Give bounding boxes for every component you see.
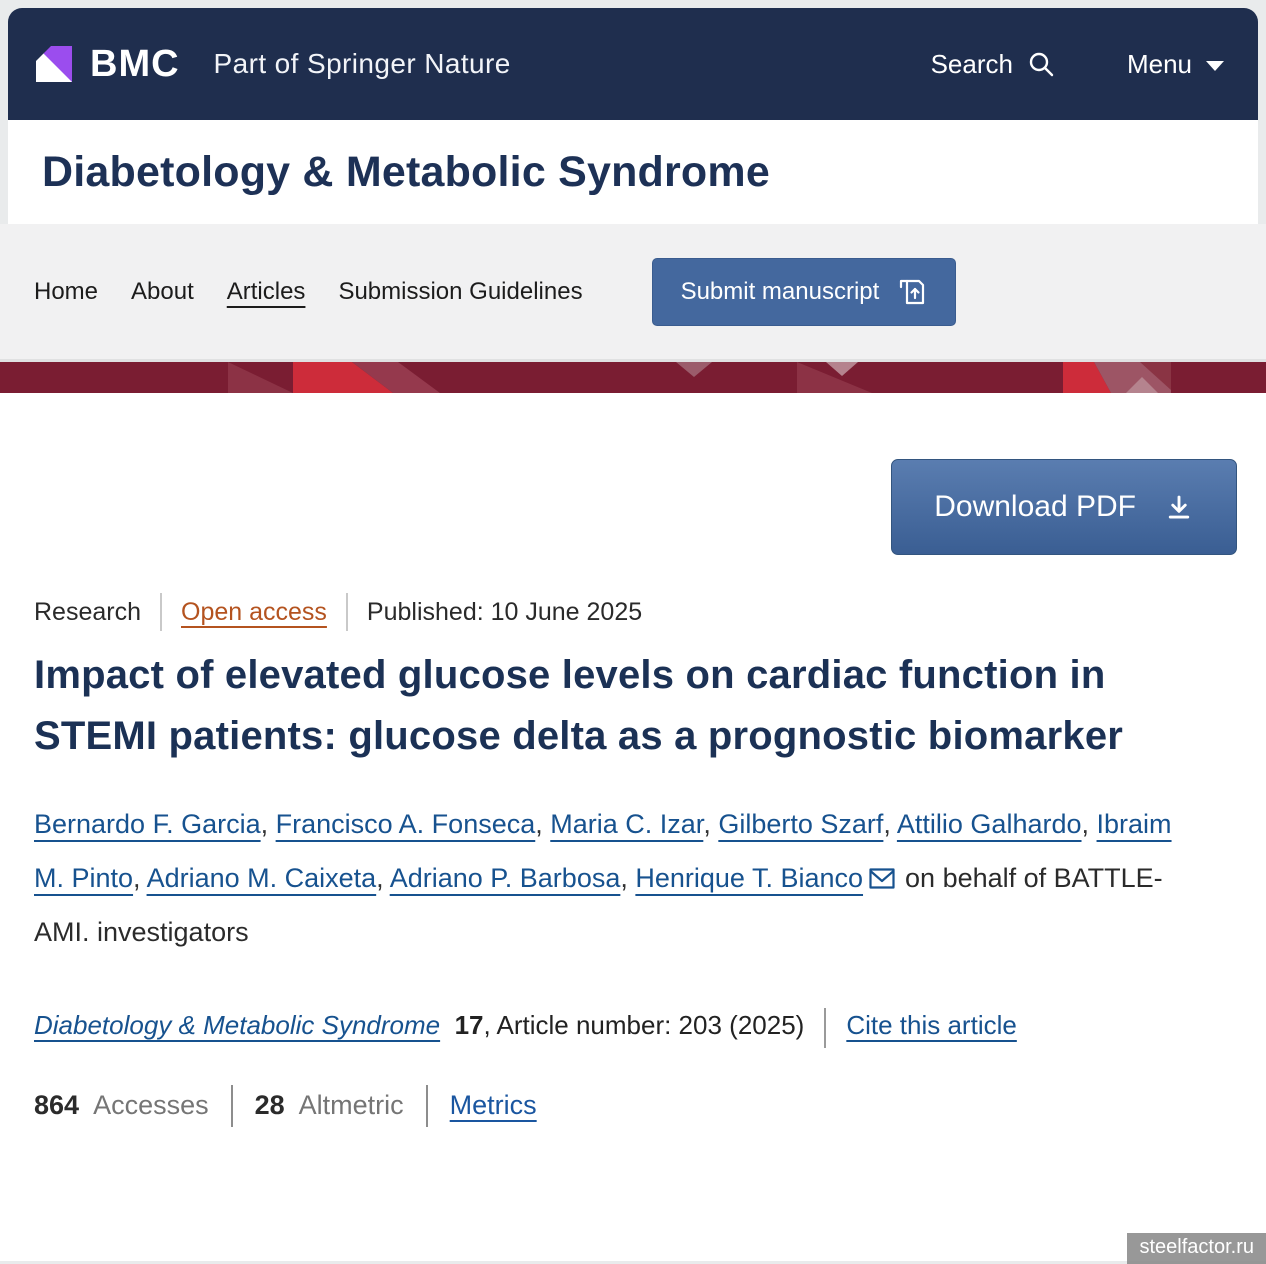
submit-manuscript-button[interactable]: [652, 258, 957, 326]
author-link[interactable]: Henrique T. Bianco: [635, 863, 864, 894]
nav-item-about[interactable]: About: [131, 277, 194, 305]
nav-item-articles[interactable]: Articles: [226, 277, 306, 305]
download-pdf-label: Download PDF: [934, 490, 1136, 523]
accesses-count: 864: [34, 1090, 80, 1121]
search-icon: [1027, 50, 1055, 78]
download-icon: [1164, 492, 1194, 522]
author-separator: ,: [1081, 809, 1097, 840]
author-separator: ,: [620, 863, 636, 894]
journal-band: [8, 120, 1258, 224]
author-separator: ,: [883, 809, 897, 840]
decorative-banner: [0, 362, 1266, 393]
article-type: Research: [34, 597, 141, 626]
author-link[interactable]: Adriano P. Barbosa: [389, 863, 621, 894]
download-pdf-button[interactable]: [891, 459, 1237, 555]
watermark: steelfactor.ru: [1127, 1233, 1266, 1264]
author-link[interactable]: Bernardo F. Garcia: [34, 809, 261, 840]
separator: [346, 593, 348, 631]
author-link[interactable]: Attilio Galhardo: [896, 809, 1082, 840]
article-title: Impact of elevated glucose levels on cardiac function in STEMI patients: glucose delta as a prognostic biomarker: [34, 653, 1124, 759]
altmetric-label: Altmetric: [298, 1090, 404, 1121]
article-number-text: , Article number: 203 (2025): [483, 1010, 805, 1041]
separator: [160, 593, 162, 631]
author-separator: ,: [260, 809, 276, 840]
metrics-row: [34, 1085, 1237, 1127]
accesses-label: Accesses: [93, 1090, 209, 1121]
open-access-link[interactable]: Open access: [181, 597, 327, 626]
journal-citation-link[interactable]: Diabetology & Metabolic Syndrome: [34, 1010, 441, 1041]
journal-title: Diabetology & Metabolic Syndrome: [42, 147, 770, 196]
header-tagline: Part of Springer Nature: [213, 48, 511, 79]
email-icon[interactable]: [869, 868, 895, 889]
separator: [231, 1085, 233, 1127]
chevron-down-icon: [1206, 61, 1224, 71]
altmetric-count: 28: [254, 1090, 285, 1121]
metrics-link[interactable]: Metrics: [449, 1090, 537, 1121]
menu-label: Menu: [1126, 48, 1192, 79]
author-link[interactable]: Adriano M. Caixeta: [146, 863, 377, 894]
submit-manuscript-label: Submit manuscript: [680, 277, 880, 305]
bmc-logo[interactable]: [36, 43, 511, 86]
author-link[interactable]: Maria C. Izar: [550, 809, 704, 840]
author-link[interactable]: Ibraim M. Pinto: [34, 809, 1172, 894]
nav-item-home[interactable]: Home: [34, 277, 99, 305]
journal-nav: [0, 224, 1266, 362]
manuscript-upload-icon: [897, 277, 927, 307]
nav-item-submission-guidelines[interactable]: Submission Guidelines: [338, 277, 583, 305]
bmc-logo-icon: [36, 46, 72, 82]
author-link[interactable]: Francisco A. Fonseca: [275, 809, 536, 840]
separator: [426, 1085, 428, 1127]
separator: [824, 1008, 826, 1048]
site-header: [8, 8, 1258, 120]
byline-suffix: on behalf of BATTLE-AMI. investigators: [34, 863, 1163, 948]
author-link[interactable]: Gilberto Szarf: [718, 809, 884, 840]
article-header: [0, 393, 1266, 1261]
menu-button[interactable]: [1127, 49, 1224, 80]
article-meta: [34, 593, 1237, 631]
author-separator: ,: [376, 863, 390, 894]
author-separator: ,: [133, 863, 147, 894]
volume-number: 17: [454, 1010, 484, 1041]
published-date: Published: 10 June 2025: [366, 597, 643, 626]
author-list: [34, 797, 1184, 959]
citation-line: [34, 1001, 1214, 1050]
search-button[interactable]: [931, 49, 1055, 80]
search-label: Search: [930, 48, 1013, 79]
bmc-logo-text: BMC: [90, 42, 180, 85]
author-separator: ,: [535, 809, 551, 840]
cite-this-article-link[interactable]: Cite this article: [846, 1010, 1017, 1041]
author-separator: ,: [703, 809, 719, 840]
